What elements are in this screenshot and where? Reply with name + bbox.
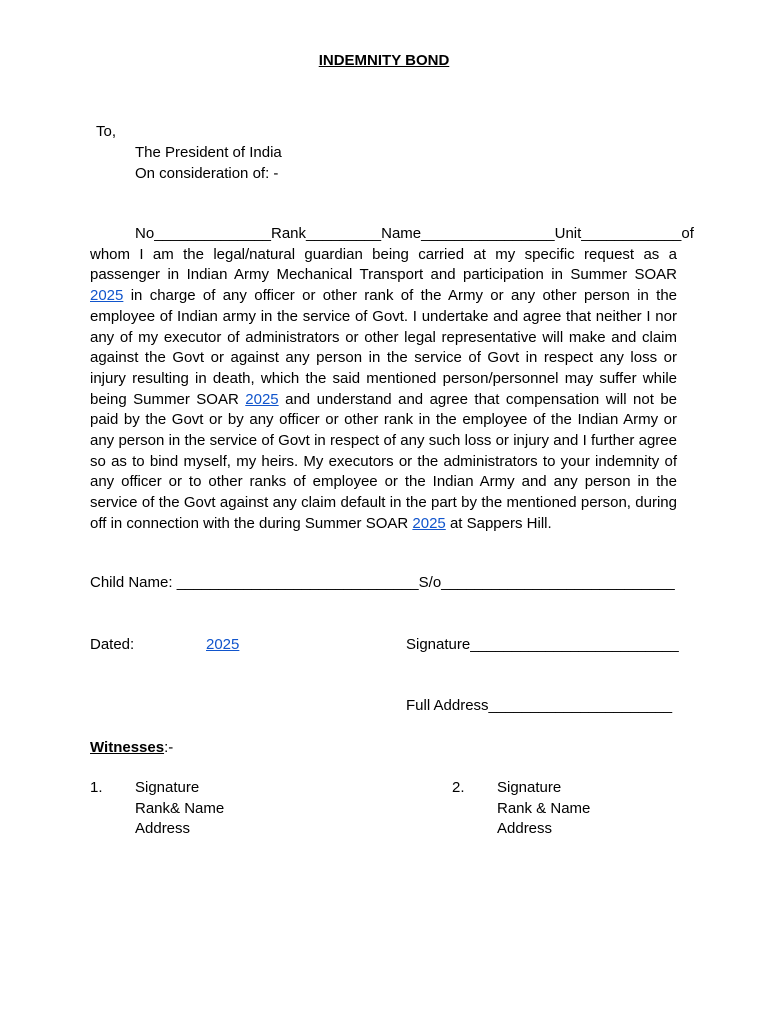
bond-body (90, 224, 694, 535)
full-address-label: Full Address (406, 697, 489, 714)
witness-2-signature: Signature (497, 779, 562, 796)
dated-label: Dated: (90, 636, 135, 653)
witness-1-number: 1. (90, 779, 103, 796)
witness-1-address: Address (135, 820, 191, 837)
child-name-row (90, 574, 675, 591)
unit-blank[interactable]: ____________ (581, 225, 682, 242)
rank-blank[interactable]: _________ (306, 225, 382, 242)
body-text-4: at Sappers Hill. (449, 514, 552, 532)
dated-year-link[interactable]: 2025 (206, 636, 240, 653)
witness-1-signature: Signature (135, 779, 200, 796)
witness-2-rank-name: Rank & Name (497, 800, 591, 817)
son-of-blank[interactable]: ____________________________ (441, 574, 675, 591)
name-blank[interactable]: ________________ (421, 225, 555, 242)
salutation: To, (96, 123, 117, 140)
year-link-3[interactable]: 2025 (412, 514, 446, 532)
name-label: Name (381, 225, 422, 242)
signature-row (406, 636, 679, 653)
witnesses-suffix: :- (164, 739, 174, 756)
rank-label: Rank (270, 225, 307, 242)
body-text-3: and understand and agree that compensation will not be paid by the Govt or by any officer or other rank in the employee of the Indian Army or any person in the service of Govt in respect of any such loss or injury and I further agree so as to bind myself, my heirs. My executors or the administrators to your indemnity of any officer or to other ranks of employee or the Indian Army and any person in the service of the Govt against any claim default in the part by the mentioned person, during off in connection with the during Summer SOAR (90, 390, 678, 532)
form-line (135, 225, 694, 242)
witness-2-address: Address (497, 820, 553, 837)
full-address-row (406, 697, 672, 714)
child-name-label: Child Name: (90, 574, 173, 591)
witness-2-number: 2. (452, 779, 465, 796)
document-title: INDEMNITY BOND (318, 52, 450, 69)
signature-blank[interactable]: _________________________ (470, 636, 679, 653)
witnesses-heading (90, 739, 173, 756)
child-name-blank[interactable]: _____________________________ (176, 574, 419, 591)
body-text-1: whom I am the legal/natural guardian being carried at my specific request as a passenger in Indian Army Mechanical Transport and participation in Summer SOAR (90, 245, 677, 284)
year-link-1[interactable]: 2025 (90, 287, 124, 305)
of-label: of (681, 225, 694, 242)
no-blank[interactable]: ______________ (154, 225, 271, 242)
son-of-label: S/o (418, 574, 442, 591)
body-text-2: in charge of any officer or other rank of the Army or any other person in the employee of Indian army in the service of Govt. I undertake and agree that neither I nor any of my executor of administrators or other legal representative will make and claim against the Govt or against any person in the service of Govt in respect any loss or injury resulting in death, which the said mentioned person/personnel may suffer while being Summer SOAR (90, 287, 678, 408)
witnesses-label: Witnesses (90, 739, 165, 756)
full-address-blank[interactable]: ______________________ (488, 697, 673, 714)
signature-label: Signature (406, 636, 471, 653)
no-label: No (135, 225, 155, 242)
witness-1-rank-name: Rank& Name (135, 800, 225, 817)
unit-label: Unit (554, 225, 582, 242)
addressee: The President of India (135, 144, 282, 161)
year-link-2[interactable]: 2025 (245, 390, 279, 408)
consideration-line: On consideration of: - (135, 165, 279, 182)
